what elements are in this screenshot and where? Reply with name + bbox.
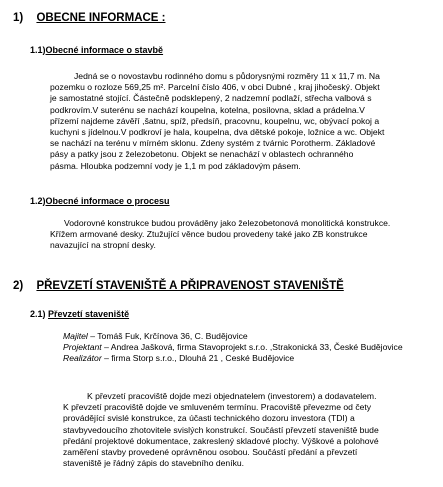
subsection-1-1-heading: [30, 45, 163, 55]
subsection-1-1-paragraph: [50, 71, 412, 172]
section-1-title: OBECNE INFORMACE :: [36, 12, 166, 24]
paragraph-line: K převzetí pracoviště dojde ve smluveném termínu. Pracoviště převezme od čety: [63, 402, 372, 413]
paragraph-line: pásy a patky jsou z železobetonu. Objekt se nenachází v oblastech ochranného: [50, 149, 354, 160]
subsection-2-1-title: Převzetí staveniště: [48, 309, 130, 319]
section-2-title: PŘEVZETÍ STAVENIŠTĚ A PŘIPRAVENOST STAVENIŠTĚ: [36, 280, 344, 292]
paragraph-line: předání projektové dokumentace, zakreslený skladové plochy. Výškové a polohové: [63, 435, 379, 446]
paragraph-line: se nachází na terénu v mírném sklonu. Zdeny systém z tvárnic Porotherm. Základové: [50, 138, 376, 149]
participant-owner: [63, 331, 403, 342]
subsection-1-1-title: Obecné informace o stavbě: [45, 45, 164, 55]
section-2-heading: [13, 280, 344, 292]
paragraph-line: provádějící svislé konstrukce, za účasti technického dozoru investora (TDI) a: [63, 413, 355, 424]
subsection-2-1-paragraph: [63, 391, 414, 469]
paragraph-line: navazující na stropní desky.: [50, 240, 156, 251]
paragraph-line: zaměření stavby provedené oprávněnou osobou. Součástí předání a převzetí: [63, 447, 358, 458]
participant-text: – Tomáš Fuk, Krčínova 36, C. Budějovice: [87, 331, 248, 341]
paragraph-line: Vodorovné konstrukce budou prováděny jako železobetonová monolitická konstrukce.: [64, 218, 391, 228]
paragraph-line: pásma. Hloubka podzemní vody je 1,1 m pod základovým pásem.: [50, 160, 301, 171]
participant-contractor: [63, 353, 403, 364]
participant-label: Majitel: [63, 331, 88, 341]
paragraph-line: kuchyni s jídelnou.V podkroví je hala, koupelna, dva dětské pokoje, ložnice a wc. Objekt: [50, 127, 385, 138]
paragraph-line: Křížem armované desky. Ztužující věnce budou provedeny také jako ZB konstrukce: [50, 229, 368, 240]
paragraph-line: staveniště je řádný zápis do stavebního deníku.: [63, 458, 245, 469]
subsection-1-2-heading: [30, 196, 170, 206]
paragraph-line: Jedná se o novostavbu rodinného domu s půdorysnými rozměry 11 x 11,7 m. Na: [74, 71, 380, 81]
section-2-number: 2): [13, 280, 24, 292]
subsection-1-2-title: Obecné informace o procesu: [45, 196, 170, 206]
paragraph-line: je samostatné stojící. Částečně podsklepený, 2 nadzemní podlaží, střecha valbová s: [50, 93, 372, 104]
participant-text: – firma Storp s.r.o., Dlouhá 21 , Ceské Budějovice: [101, 353, 295, 364]
paragraph-line: podkrovím.V suterénu se nachází koupelna, kotelna, posilovna, sklad a prádelna.V: [50, 104, 365, 115]
paragraph-line: pozemku o rozloze 569,25 m². Parcelní číslo 406, v obci Dubné , kraj jihočeský. Objekt: [50, 82, 380, 93]
participants-list: [63, 331, 403, 365]
participant-label: Projektant: [63, 342, 102, 353]
subsection-1-2-number: 1.2): [30, 196, 46, 206]
subsection-1-1-number: 1.1): [30, 45, 46, 55]
subsection-2-1-number: 2.1): [30, 309, 46, 319]
subsection-2-1-heading: [30, 309, 129, 319]
participant-label: Realizátor: [63, 353, 102, 364]
paragraph-line: stavbyvedoucího zhotovitele svislých konstrukcí. Součástí převzetí staveniště bude: [63, 424, 379, 435]
participant-designer: [63, 342, 403, 353]
section-1-number: 1): [13, 12, 24, 24]
subsection-1-2-paragraph: [50, 218, 420, 252]
participant-text: – Andrea Jašková, firma Stavoprojekt s.r.o. ,Strakonická 33, České Budějovice: [101, 342, 403, 353]
section-1-heading: [13, 12, 166, 24]
paragraph-line: K převzetí pracoviště dojde mezi objednatelem (investorem) a dodavatelem.: [87, 391, 377, 401]
paragraph-line: přízemí najdeme závěří ,šatnu, spíž, předsíň, pracovnu, koupelnu, wc, obývací pokoj a: [50, 115, 380, 126]
